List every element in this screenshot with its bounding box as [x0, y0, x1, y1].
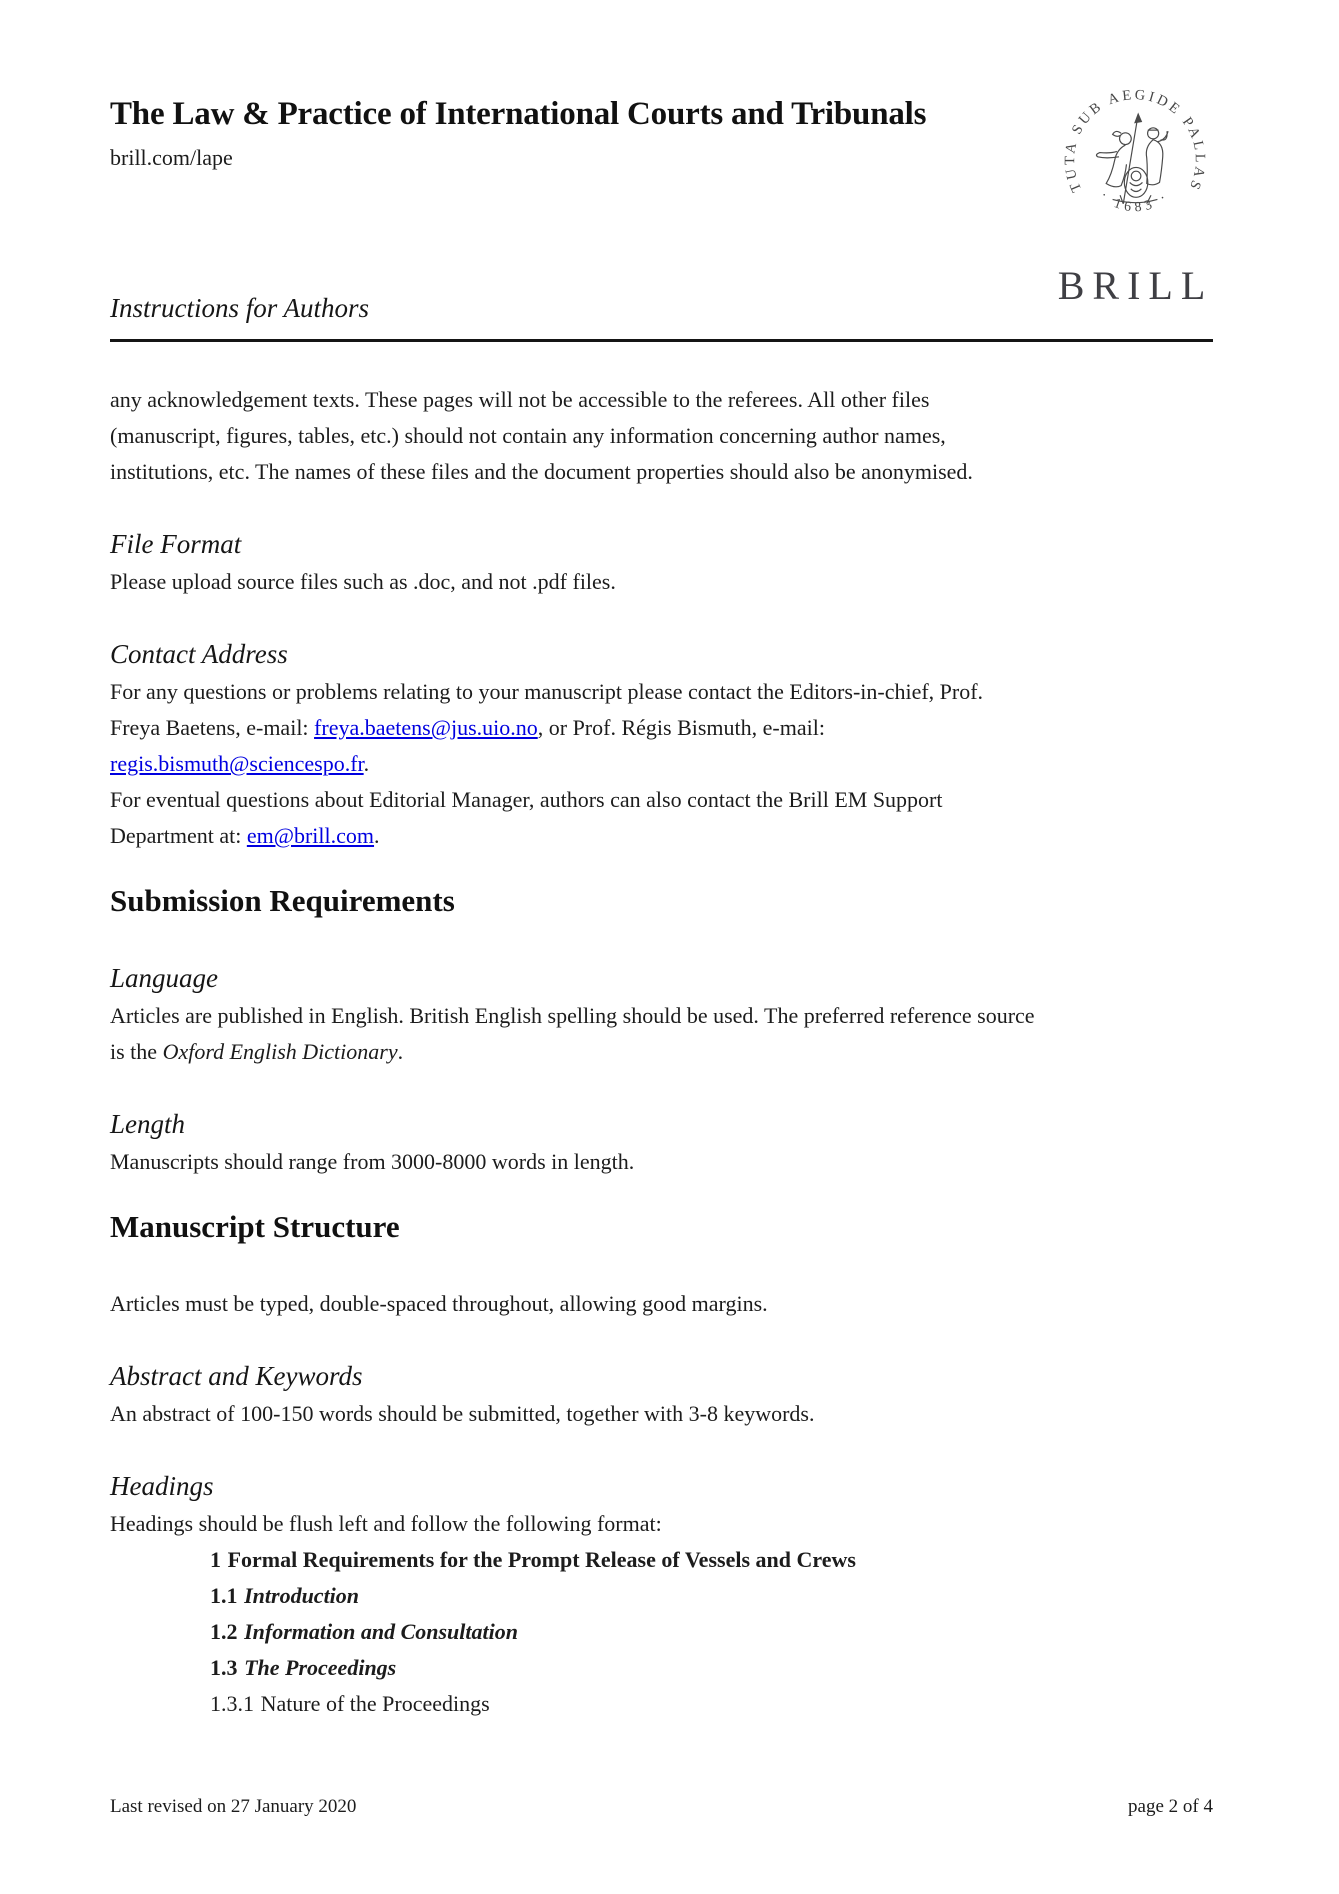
emblem-year-text: · 1683 · [1097, 187, 1173, 215]
abstract-keywords-heading: Abstract and Keywords [110, 1361, 363, 1391]
revision-note: Last revised on 27 January 2020 [110, 1796, 357, 1817]
journal-url: brill.com/lape [110, 145, 233, 170]
contact-address-heading: Contact Address [110, 639, 288, 669]
example-item-number: 1 [210, 1547, 221, 1572]
paragraph-line: Articles are published in English. British English spelling should be used. The preferred reference source [110, 1003, 1035, 1028]
language-heading: Language [110, 963, 218, 993]
example-item-title: Information and Consultation [244, 1619, 518, 1644]
example-item-title: Introduction [244, 1583, 360, 1608]
length-body: Manuscripts should range from 3000-8000 words in length. [110, 1149, 635, 1174]
abstract-keywords-body: An abstract of 100-150 words should be submitted, together with 3-8 keywords. [110, 1401, 815, 1426]
paragraph-line: institutions, etc. The names of these files and the document properties should also be anonymised. [110, 459, 973, 484]
anonymity-paragraph [110, 382, 1213, 490]
paragraph-line: (manuscript, figures, tables, etc.) should not contain any information concerning author names, [110, 423, 946, 448]
email-link-regis-bismuth[interactable]: regis.bismuth@sciencespo.fr [110, 751, 364, 776]
contact-paragraph [110, 674, 1213, 854]
dictionary-title: Oxford English Dictionary [162, 1039, 398, 1064]
file-format-body: Please upload source files such as .doc, and not .pdf files. [110, 569, 616, 594]
example-item-title: The Proceedings [244, 1655, 397, 1680]
contact-line: For any questions or problems relating to your manuscript please contact the Editors-in-chief, Prof. [110, 679, 984, 704]
example-item [210, 1650, 1213, 1686]
example-item-number: 1.3.1 [210, 1691, 254, 1716]
page-indicator: page 2 of 4 [1128, 1796, 1213, 1817]
paragraph-line: is the Oxford English Dictionary. [110, 1039, 404, 1064]
emblem-motto-text: TUTA SUB AEGIDE PALLAS [1062, 86, 1208, 195]
example-item [210, 1542, 1213, 1578]
example-item-title: Formal Requirements for the Prompt Release of Vessels and Crews [227, 1547, 856, 1572]
example-item-title: Nature of the Proceedings [260, 1691, 490, 1716]
contact-line: For eventual questions about Editorial Manager, authors can also contact the Brill EM Support [110, 787, 943, 812]
paragraph-line: any acknowledgement texts. These pages will not be accessible to the referees. All other files [110, 387, 930, 412]
email-link-freya-baetens[interactable]: freya.baetens@jus.uio.no [314, 715, 538, 740]
file-format-heading: File Format [110, 529, 242, 559]
headings-body: Headings should be flush left and follow the following format: [110, 1511, 662, 1536]
page-heading: Instructions for Authors [110, 293, 370, 323]
manuscript-structure-heading: Manuscript Structure [110, 1209, 400, 1244]
headings-heading: Headings [110, 1471, 214, 1501]
example-item-number: 1.1 [210, 1583, 238, 1608]
length-heading: Length [110, 1109, 186, 1139]
example-item [210, 1578, 1213, 1614]
example-item-number: 1.2 [210, 1619, 238, 1644]
contact-line: Freya Baetens, e-mail: freya.baetens@jus.uio.no, or Prof. Régis Bismuth, e-mail: [110, 715, 825, 740]
contact-line: regis.bismuth@sciencespo.fr. [110, 751, 370, 776]
example-item [210, 1614, 1213, 1650]
journal-title: The Law & Practice of International Courts and Tribunals [110, 96, 927, 132]
language-paragraph [110, 998, 1213, 1070]
example-item [210, 1686, 1213, 1722]
submission-requirements-heading: Submission Requirements [110, 883, 455, 918]
heading-format-example-list [210, 1542, 1213, 1722]
manuscript-structure-intro: Articles must be typed, double-spaced throughout, allowing good margins. [110, 1291, 768, 1316]
brill-wordmark: BRILL [1057, 263, 1214, 308]
header-rule [110, 339, 1213, 342]
page-footer [110, 1794, 1213, 1820]
email-link-brill-em-support[interactable]: em@brill.com [246, 823, 375, 848]
example-item-number: 1.3 [210, 1655, 238, 1680]
contact-line: Department at: em@brill.com. [110, 823, 380, 848]
